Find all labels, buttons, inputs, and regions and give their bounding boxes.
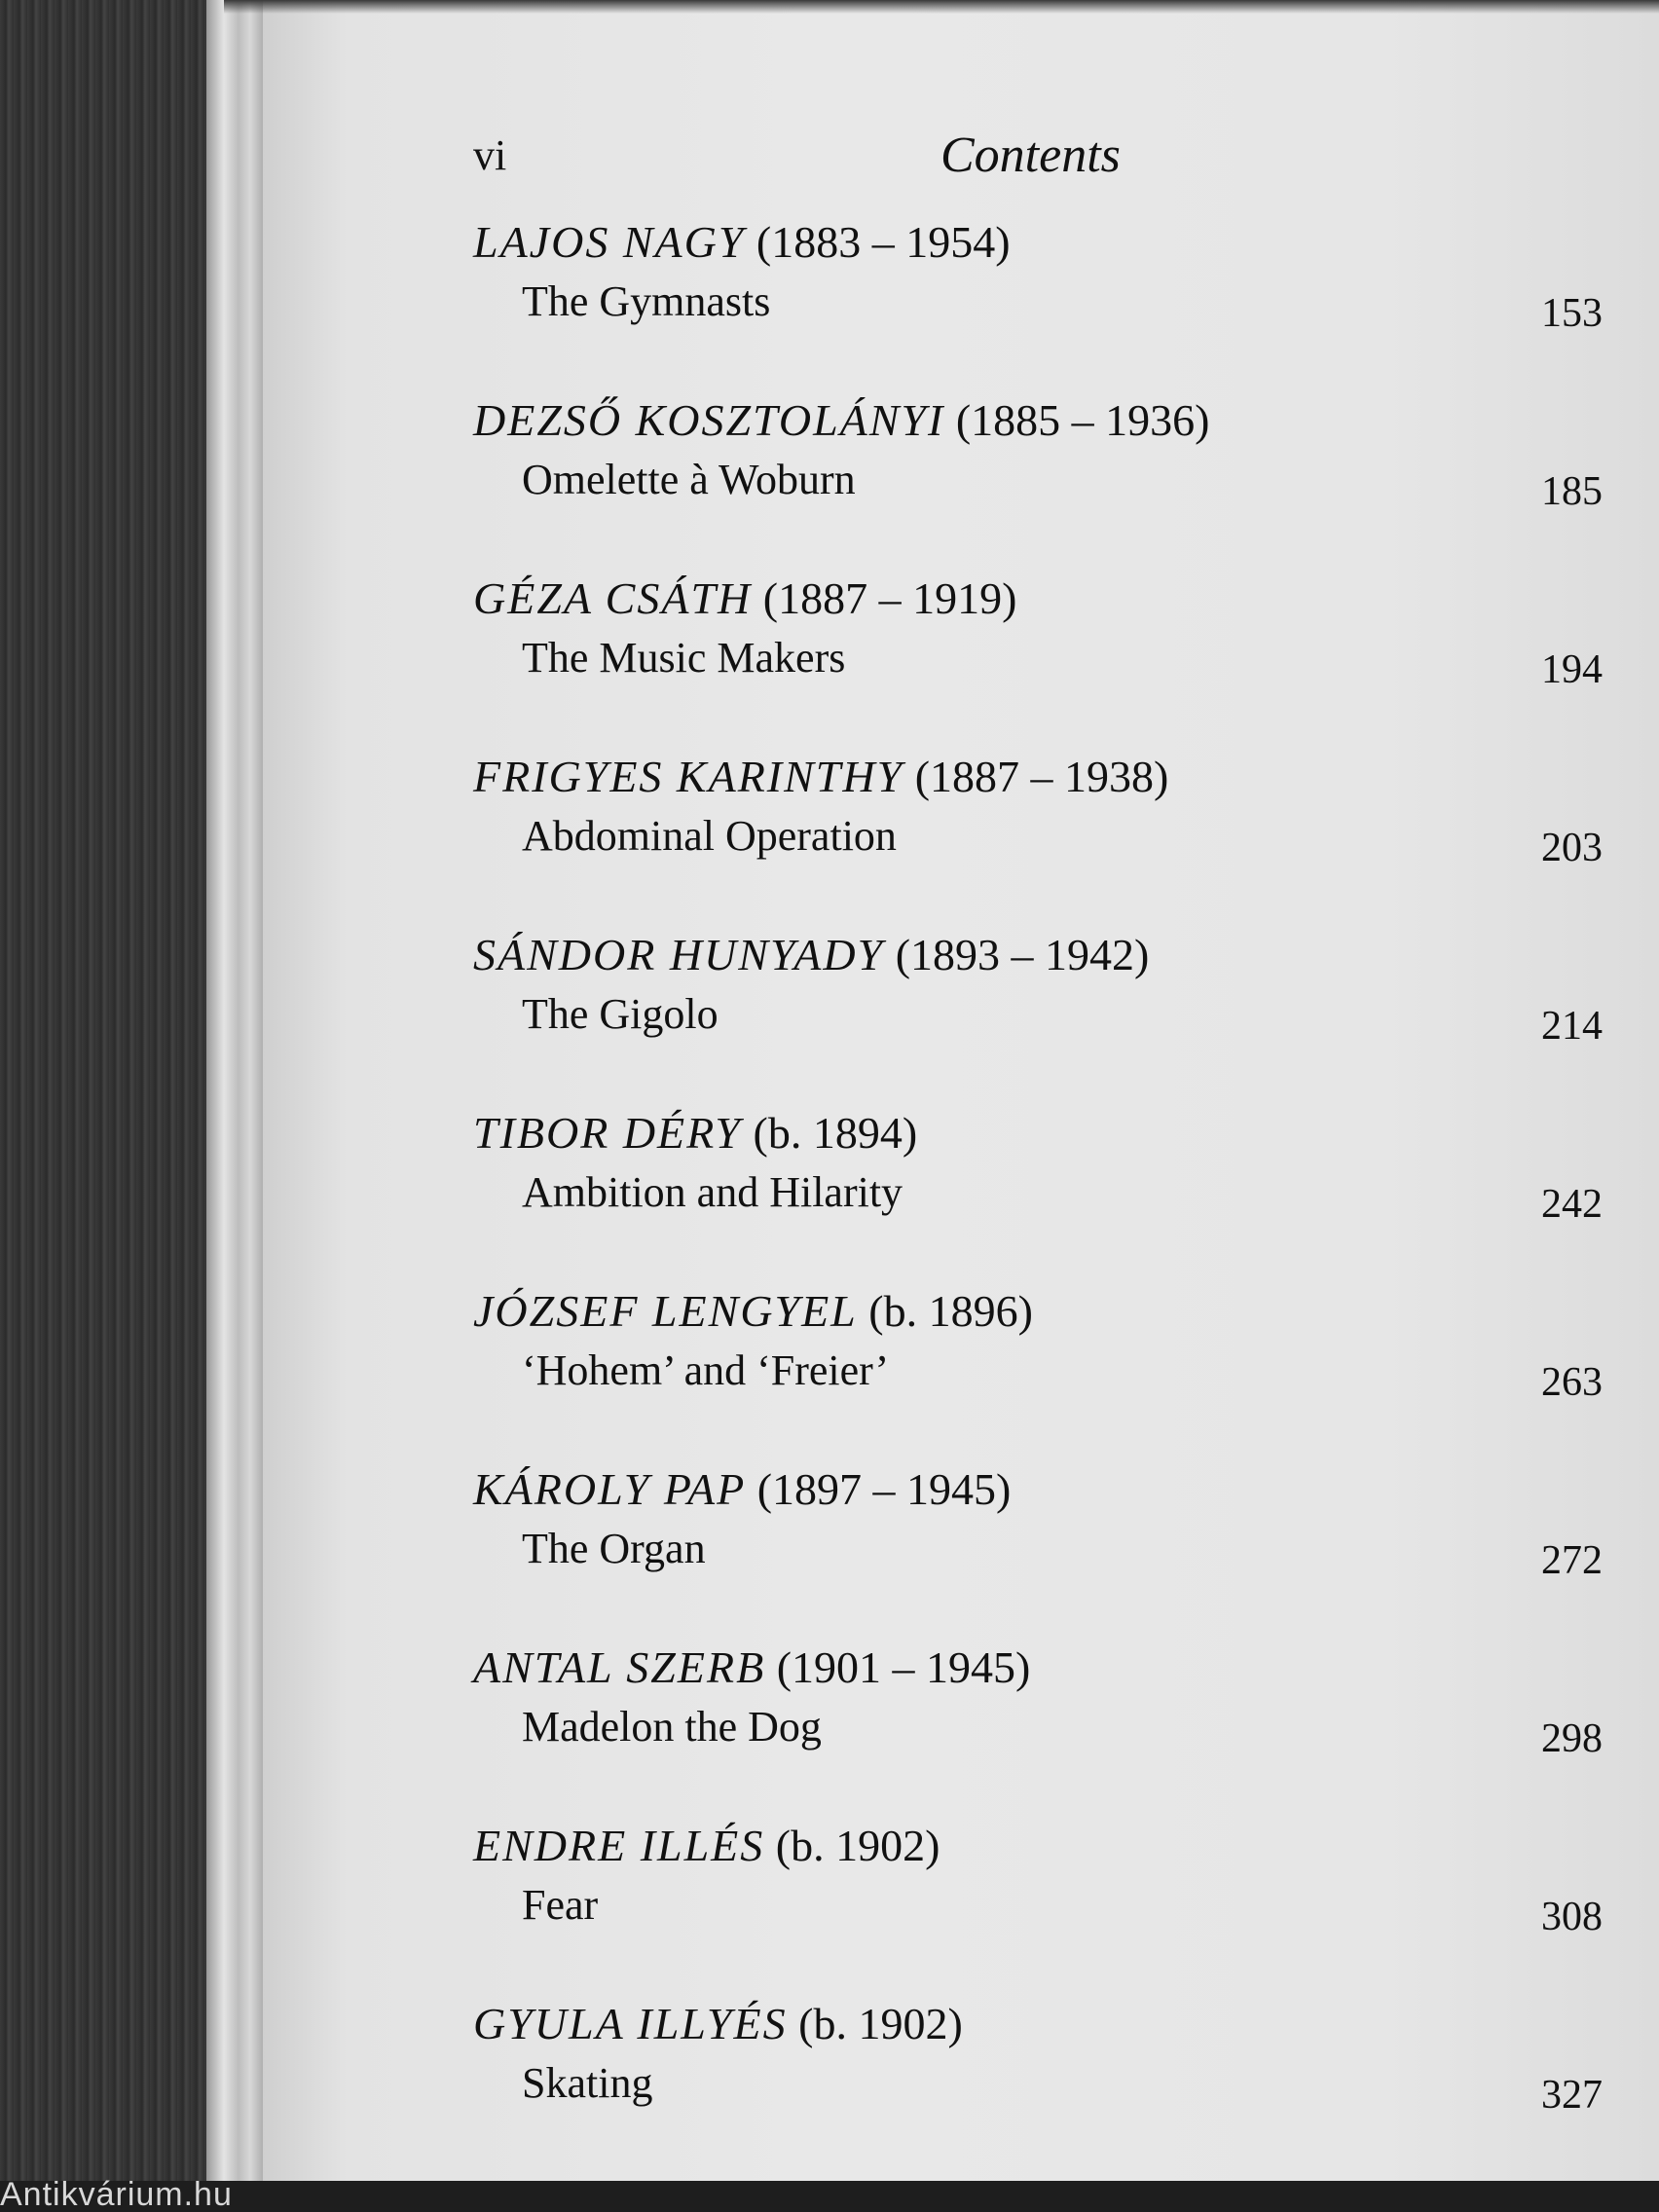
- author-line: [473, 216, 1011, 268]
- table-of-contents: [473, 216, 1603, 2176]
- author-line: [473, 394, 1209, 446]
- toc-entry: [473, 394, 1603, 572]
- page-number: 153: [1541, 291, 1603, 336]
- story-title: Skating: [522, 2059, 653, 2107]
- page-number: 194: [1541, 647, 1603, 692]
- author-dates: (1887 – 1919): [762, 573, 1017, 623]
- author-name: GYULA ILLYÉS: [473, 1999, 788, 2048]
- toc-entry: [473, 216, 1603, 394]
- author-line: [473, 751, 1168, 802]
- page-number: 214: [1541, 1004, 1603, 1049]
- story-title: Omelette à Woburn: [522, 456, 856, 503]
- running-title: Contents: [940, 128, 1121, 183]
- toc-entry: [473, 751, 1603, 929]
- author-dates: (1901 – 1945): [776, 1642, 1031, 1692]
- author-name: FRIGYES KARINTHY: [473, 752, 904, 801]
- page-number: 298: [1541, 1716, 1603, 1761]
- author-line: [473, 1107, 917, 1159]
- toc-entry: [473, 572, 1603, 751]
- author-line: [473, 1641, 1030, 1693]
- author-dates: (1897 – 1945): [756, 1464, 1012, 1514]
- author-dates: (1885 – 1936): [955, 395, 1210, 445]
- toc-entry: [473, 1641, 1603, 1820]
- author-name: DEZSŐ KOSZTOLÁNYI: [473, 395, 945, 445]
- author-dates: (b. 1896): [868, 1286, 1033, 1336]
- toc-entry: [473, 1820, 1603, 1998]
- author-line: [473, 1998, 963, 2049]
- author-name: KÁROLY PAP: [473, 1464, 747, 1514]
- page-number: 242: [1541, 1182, 1603, 1227]
- author-name: TIBOR DÉRY: [473, 1108, 742, 1158]
- story-title: The Gigolo: [522, 990, 719, 1038]
- watermark: Antikvárium.hu: [0, 2177, 233, 2212]
- author-dates: (1893 – 1942): [895, 930, 1150, 979]
- page-number: 308: [1541, 1895, 1603, 1939]
- author-line: [473, 1463, 1011, 1515]
- toc-entry: [473, 1285, 1603, 1463]
- page-folio: vi: [473, 131, 507, 179]
- author-name: SÁNDOR HUNYADY: [473, 930, 885, 979]
- background-texture: [0, 0, 224, 2212]
- story-title: The Organ: [522, 1525, 706, 1572]
- story-title: Madelon the Dog: [522, 1703, 822, 1751]
- author-dates: (1883 – 1954): [756, 217, 1011, 267]
- story-title: Abdominal Operation: [522, 812, 897, 860]
- author-dates: (b. 1894): [753, 1108, 918, 1158]
- story-title: Ambition and Hilarity: [522, 1168, 903, 1216]
- story-title: The Gymnasts: [522, 277, 771, 325]
- toc-entry: [473, 1463, 1603, 1641]
- book-edge: [206, 0, 265, 2212]
- story-title: The Music Makers: [522, 634, 846, 682]
- author-name: LAJOS NAGY: [473, 217, 746, 267]
- story-title: Fear: [522, 1881, 599, 1929]
- page-header: [473, 127, 1603, 195]
- author-name: GÉZA CSÁTH: [473, 573, 753, 623]
- author-dates: (b. 1902): [775, 1821, 940, 1870]
- author-line: [473, 1285, 1033, 1337]
- page-number: 185: [1541, 469, 1603, 514]
- author-name: JÓZSEF LENGYEL: [473, 1286, 858, 1336]
- author-line: [473, 1820, 940, 1871]
- author-name: ENDRE ILLÉS: [473, 1821, 765, 1870]
- page-number: 272: [1541, 1538, 1603, 1583]
- author-dates: (1887 – 1938): [914, 752, 1169, 801]
- story-title: ‘Hohem’ and ‘Freier’: [522, 1346, 890, 1394]
- author-line: [473, 572, 1016, 624]
- page-top-shadow: [224, 0, 1659, 14]
- toc-entry: [473, 1998, 1603, 2176]
- page-number: 203: [1541, 826, 1603, 870]
- page-number: 263: [1541, 1360, 1603, 1405]
- author-dates: (b. 1902): [798, 1999, 963, 2048]
- toc-entry: [473, 929, 1603, 1107]
- author-line: [473, 929, 1149, 980]
- author-name: ANTAL SZERB: [473, 1642, 766, 1692]
- page-number: 327: [1541, 2073, 1603, 2118]
- toc-entry: [473, 1107, 1603, 1285]
